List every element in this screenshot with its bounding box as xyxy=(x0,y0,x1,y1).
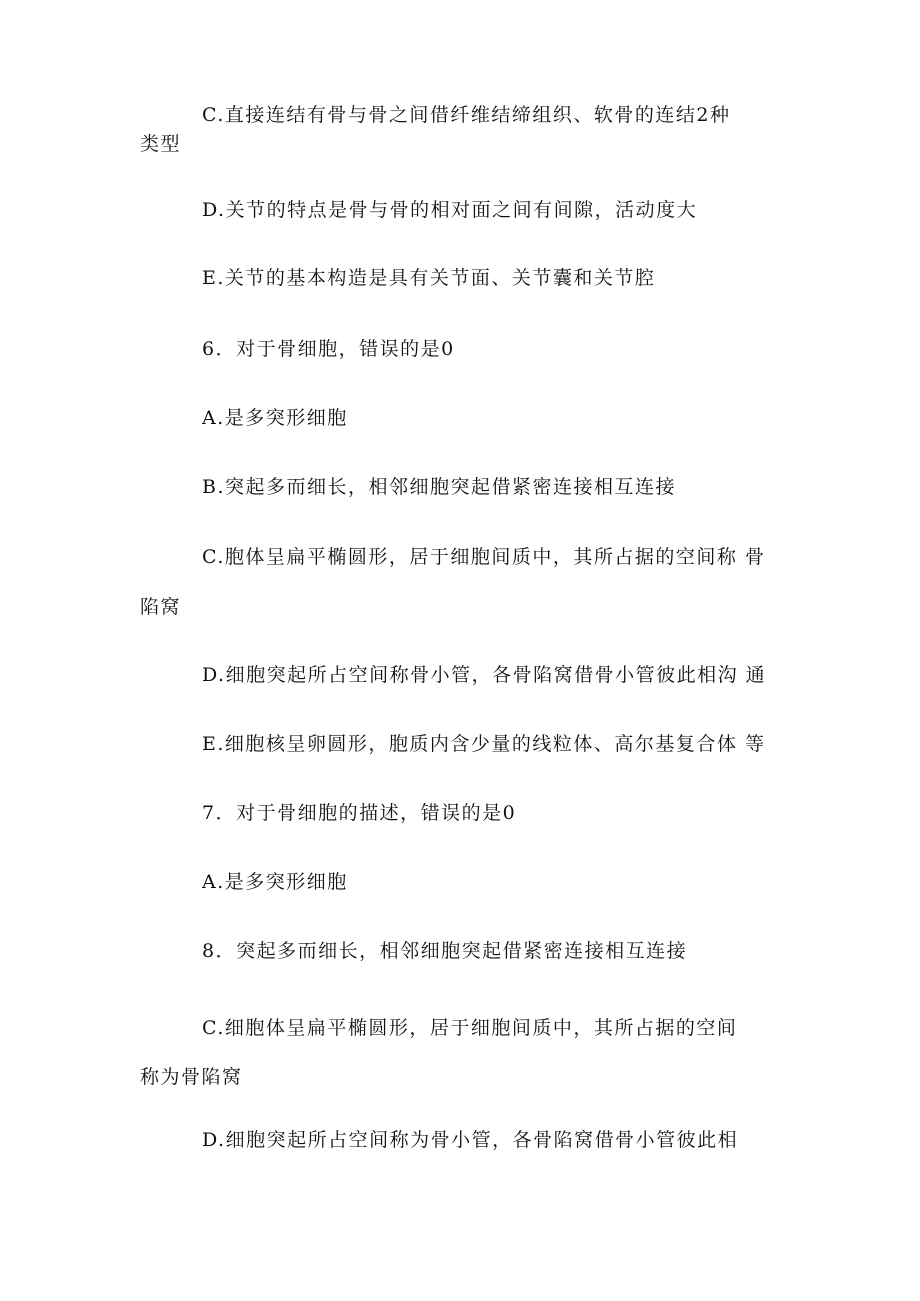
text-line: 称为骨陷窝 xyxy=(140,1066,243,1088)
text-line: C.细胞体呈扁平椭圆形，居于细胞间质中，其所占据的空间 xyxy=(202,1017,738,1039)
text-line: B.突起多而细长，相邻细胞突起借紧密连接相互连接 xyxy=(202,476,677,498)
text-line: D.细胞突起所占空间称为骨小管，各骨陷窝借骨小管彼此相 xyxy=(202,1129,739,1151)
text-line: D.细胞突起所占空间称骨小管，各骨陷窝借骨小管彼此相沟 通 xyxy=(202,664,767,686)
text-line: 类型 xyxy=(140,133,182,155)
text-line: C.直接连结有骨与骨之间借纤维结缔组织、软骨的连结2种 xyxy=(202,104,731,126)
text-line: A.是多突形细胞 xyxy=(202,407,348,429)
text-line: D.关节的特点是骨与骨的相对面之间有间隙，活动度大 xyxy=(202,199,698,221)
question-6: 6．对于骨细胞，错误的是0 xyxy=(202,338,455,360)
text-line: E.细胞核呈卵圆形，胞质内含少量的线粒体、高尔基复合体 等 xyxy=(202,733,766,755)
text-line: A.是多突形细胞 xyxy=(202,871,348,893)
question-7: 7．对于骨细胞的描述，错误的是0 xyxy=(202,802,517,824)
text-line: E.关节的基本构造是具有关节面、关节囊和关节腔 xyxy=(202,267,656,289)
text-line: 陷窝 xyxy=(140,596,182,618)
question-8: 8．突起多而细长，相邻细胞突起借紧密连接相互连接 xyxy=(202,940,688,962)
text-line: C.胞体呈扁平椭圆形，居于细胞间质中，其所占据的空间称 骨 xyxy=(202,546,766,568)
